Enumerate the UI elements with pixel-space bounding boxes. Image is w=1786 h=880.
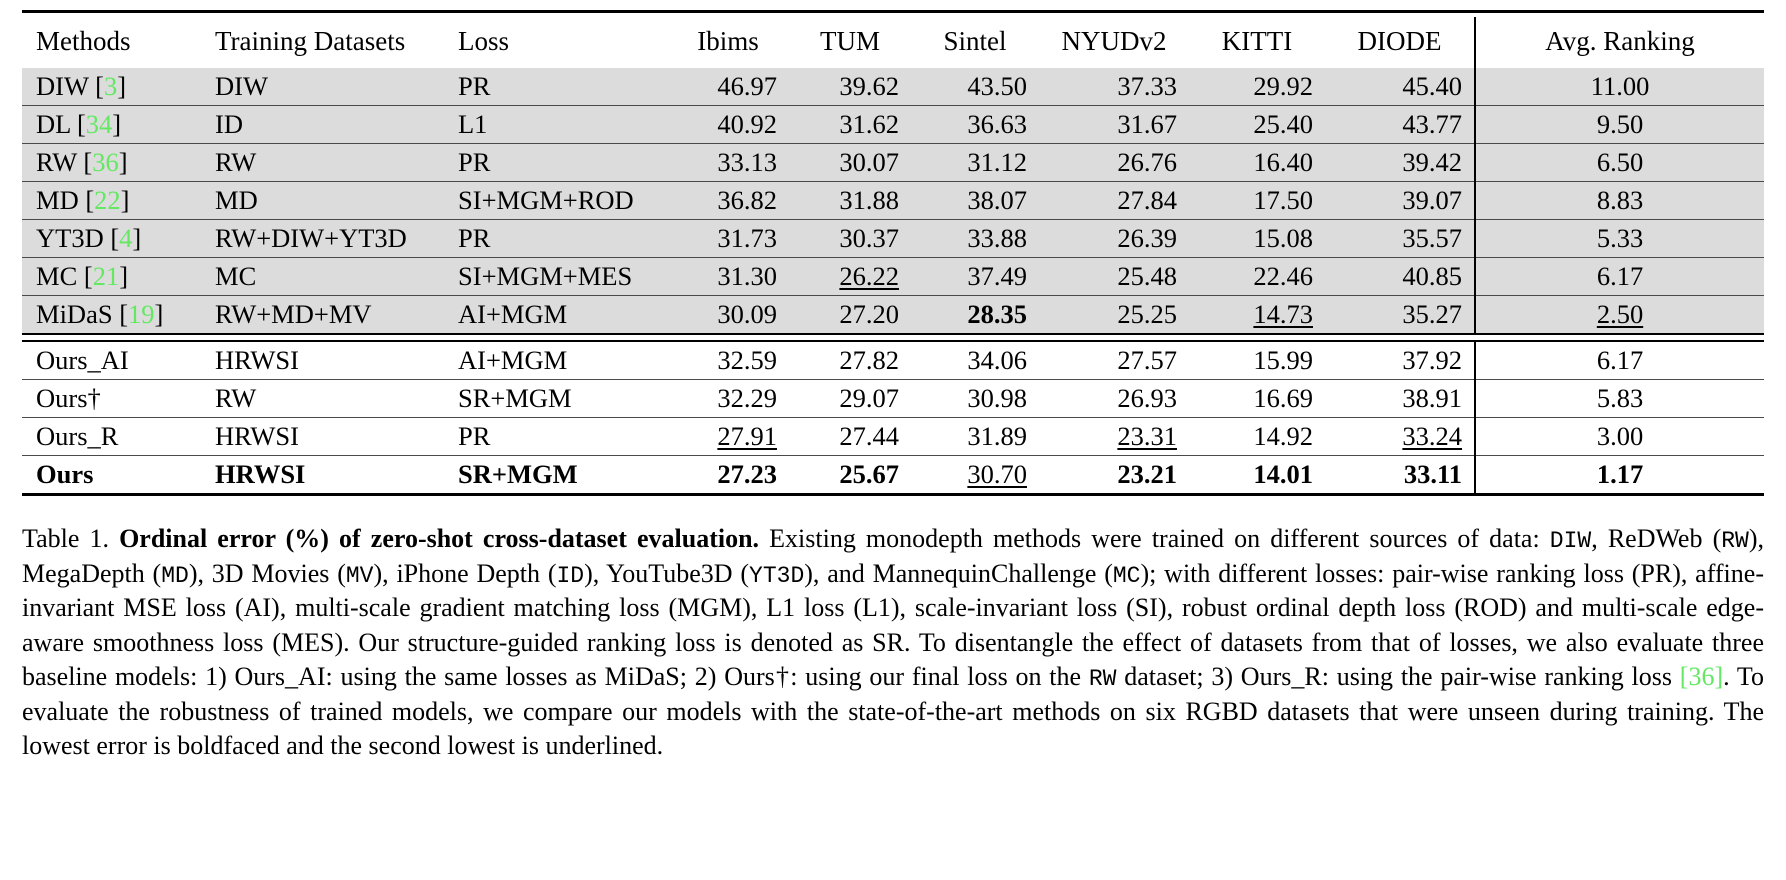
- col-header-sintel: Sintel: [943, 25, 1007, 56]
- cell-ranking: [1475, 258, 1764, 296]
- caption-seg6: ), YouTube3D (: [584, 558, 750, 588]
- cell-kitti: 22.46: [1253, 261, 1313, 292]
- cell-nyudv2: [1039, 380, 1189, 418]
- col-header-methods: Methods: [36, 25, 131, 56]
- cell-diode: 33.11: [1403, 459, 1462, 490]
- table-row: [22, 341, 1764, 380]
- cell-kitti: 25.40: [1253, 109, 1313, 140]
- cell-ranking: 6.17: [1596, 261, 1644, 292]
- loss-value: SI+MGM+ROD: [458, 185, 634, 216]
- rule-bottom: [22, 495, 1764, 501]
- cell-tum: [789, 106, 911, 144]
- cell-sintel: 30.98: [967, 383, 1027, 414]
- cell-ranking: 3.00: [1596, 421, 1644, 452]
- cell-kitti: [1189, 258, 1325, 296]
- caption-citation-36[interactable]: [36]: [1679, 662, 1724, 692]
- cell-kitti: 15.08: [1253, 223, 1313, 254]
- caption-title: Ordinal error (%) of zero-shot cross-dataset evaluation.: [119, 524, 760, 553]
- cell-sintel: 31.12: [967, 147, 1027, 178]
- cell-sintel: 31.89: [967, 421, 1027, 452]
- cell-ibims: 33.13: [717, 147, 777, 178]
- our-methods-group: [22, 341, 1764, 495]
- cell-loss: [452, 418, 667, 456]
- cell-diode: 39.07: [1402, 185, 1462, 216]
- table-row: [22, 68, 1764, 106]
- cell-nyudv2: [1039, 182, 1189, 220]
- cell-ibims: 46.97: [717, 71, 777, 102]
- prior-methods-group: [22, 68, 1764, 334]
- cell-diode: 35.57: [1402, 223, 1462, 254]
- loss-value: PR: [458, 421, 491, 452]
- cell-ranking: [1475, 68, 1764, 106]
- cell-tum: [789, 220, 911, 258]
- cell-sintel: 43.50: [967, 71, 1027, 102]
- cell-sintel: [911, 341, 1039, 380]
- cell-ibims: 36.82: [717, 185, 777, 216]
- cell-ranking: [1475, 220, 1764, 258]
- loss-value: L1: [458, 109, 488, 140]
- citation-number[interactable]: 36: [92, 147, 119, 178]
- cell-kitti: [1189, 182, 1325, 220]
- cell-ibims: [667, 258, 789, 296]
- col-header-avg-ranking: Avg. Ranking: [1475, 17, 1764, 68]
- cell-ranking: 5.33: [1596, 223, 1644, 254]
- cell-training-dataset: [207, 456, 452, 495]
- cell-ranking: 2.50: [1596, 299, 1644, 330]
- table-row: [22, 258, 1764, 296]
- table-foot-group: [22, 495, 1764, 501]
- cell-training-dataset: [207, 258, 452, 296]
- cell-training-dataset: [207, 418, 452, 456]
- cell-method: [22, 68, 207, 106]
- method-name: Ours†: [36, 383, 101, 414]
- cell-ibims: [667, 380, 789, 418]
- cell-ibims: [667, 106, 789, 144]
- cell-sintel: [911, 220, 1039, 258]
- cell-kitti: 14.73: [1253, 299, 1313, 330]
- cell-ibims: [667, 418, 789, 456]
- cell-loss: [452, 144, 667, 182]
- cell-method: [22, 380, 207, 418]
- cell-ranking: 5.83: [1596, 383, 1644, 414]
- cell-ibims: 31.30: [717, 261, 777, 292]
- training-dataset-value: MC: [215, 261, 257, 292]
- cell-kitti: 16.69: [1253, 383, 1313, 414]
- cell-diode: [1325, 258, 1475, 296]
- cell-sintel: 36.63: [967, 109, 1027, 140]
- method-name: Ours_AI: [36, 345, 129, 376]
- cell-nyudv2: [1039, 106, 1189, 144]
- cell-nyudv2: [1039, 341, 1189, 380]
- method-name: MD: [36, 185, 79, 216]
- cell-diode: [1325, 341, 1475, 380]
- cell-method: [22, 182, 207, 220]
- cell-ranking: [1475, 380, 1764, 418]
- loss-value: SR+MGM: [458, 383, 572, 414]
- method-name: YT3D: [36, 223, 104, 254]
- citation-bracket-close: ]: [154, 299, 164, 330]
- cell-tum: [789, 182, 911, 220]
- table-row: [22, 380, 1764, 418]
- cell-method: [22, 418, 207, 456]
- col-header-diode: DIODE: [1357, 25, 1442, 56]
- caption-label: Table 1.: [22, 524, 109, 553]
- cell-diode: [1325, 296, 1475, 335]
- caption-mono-mv: MV: [345, 562, 374, 589]
- cell-training-dataset: [207, 341, 452, 380]
- cell-loss: [452, 456, 667, 495]
- training-dataset-value: DIW: [215, 71, 268, 102]
- cell-sintel: [911, 144, 1039, 182]
- cell-training-dataset: [207, 182, 452, 220]
- citation-bracket-close: ]: [119, 261, 129, 292]
- loss-value: PR: [458, 71, 491, 102]
- cell-loss: [452, 296, 667, 335]
- cell-sintel: [911, 296, 1039, 335]
- table-row: [22, 220, 1764, 258]
- caption-seg9: dataset; 3) Ours_R: using the pair-wise ranking loss: [1116, 662, 1680, 692]
- training-dataset-value: RW: [215, 383, 257, 414]
- cell-ranking: 8.83: [1596, 185, 1644, 216]
- cell-sintel: 33.88: [967, 223, 1027, 254]
- cell-loss: [452, 68, 667, 106]
- cell-method: [22, 220, 207, 258]
- training-dataset-value: HRWSI: [215, 421, 299, 452]
- header-row: [22, 17, 1764, 68]
- cell-nyudv2: [1039, 456, 1189, 495]
- cell-kitti: 15.99: [1253, 345, 1313, 376]
- cell-tum: [789, 380, 911, 418]
- citation-number[interactable]: 3: [103, 71, 118, 102]
- cell-nyudv2: [1039, 258, 1189, 296]
- cell-ibims: [667, 68, 789, 106]
- cell-loss: [452, 220, 667, 258]
- cell-kitti: [1189, 456, 1325, 495]
- cell-nyudv2: 25.48: [1117, 261, 1177, 292]
- caption-mono-mc: MC: [1112, 562, 1141, 589]
- table-row: [22, 144, 1764, 182]
- cell-ibims: [667, 220, 789, 258]
- cell-training-dataset: [207, 296, 452, 335]
- method-name: RW: [36, 147, 77, 178]
- cell-method: [22, 106, 207, 144]
- cell-kitti: [1189, 418, 1325, 456]
- caption-seg1: Existing monodepth methods were trained on different sources of data:: [769, 524, 1550, 553]
- cell-ibims: 32.29: [717, 383, 777, 414]
- citation-bracket-open: [: [95, 71, 104, 102]
- cell-training-dataset: [207, 220, 452, 258]
- caption-seg2: , ReDWeb (: [1591, 524, 1722, 553]
- cell-ibims: [667, 296, 789, 335]
- col-header-kitti: KITTI: [1221, 25, 1293, 56]
- caption-seg7: ), and MannequinChallenge (: [804, 558, 1113, 588]
- cell-kitti: [1189, 341, 1325, 380]
- table-row: [22, 456, 1764, 495]
- cell-method: [22, 456, 207, 495]
- citation-bracket-close: ]: [132, 223, 142, 254]
- cell-diode: 33.24: [1402, 421, 1462, 452]
- caption-mono-md: MD: [161, 562, 189, 589]
- cell-tum: 27.44: [839, 421, 899, 452]
- cell-ibims: 31.73: [717, 223, 777, 254]
- cell-diode: 37.92: [1402, 345, 1462, 376]
- cell-ranking: [1475, 418, 1764, 456]
- cell-kitti: [1189, 144, 1325, 182]
- cell-diode: [1325, 68, 1475, 106]
- cell-method: [22, 296, 207, 335]
- cell-loss: [452, 258, 667, 296]
- cell-loss: [452, 380, 667, 418]
- training-dataset-value: HRWSI: [215, 459, 306, 490]
- method-name: Ours: [36, 459, 94, 490]
- cell-diode: 35.27: [1402, 299, 1462, 330]
- cell-ibims: 40.92: [717, 109, 777, 140]
- cell-nyudv2: 23.21: [1117, 459, 1177, 490]
- caption-mono-rw2: RW: [1088, 666, 1117, 693]
- cell-loss: [452, 341, 667, 380]
- cell-diode: 45.40: [1402, 71, 1462, 102]
- cell-tum: 27.82: [839, 345, 899, 376]
- cell-nyudv2: 31.67: [1117, 109, 1177, 140]
- cell-sintel: [911, 456, 1039, 495]
- cell-training-dataset: [207, 380, 452, 418]
- training-dataset-value: RW: [215, 147, 257, 178]
- cell-nyudv2: 25.25: [1117, 299, 1177, 330]
- col-header-ibims: Ibims: [697, 25, 759, 56]
- cell-tum: 31.62: [839, 109, 899, 140]
- loss-value: PR: [458, 223, 491, 254]
- cell-sintel: 28.35: [967, 299, 1027, 330]
- cell-nyudv2: [1039, 68, 1189, 106]
- cell-nyudv2: [1039, 220, 1189, 258]
- training-dataset-value: HRWSI: [215, 345, 299, 376]
- caption-seg10: . To evaluate the robustness of trained models, we compare our models with the state-of-the-art methods on six RGBD datasets that were unseen during training. The lowest error is boldfaced and the second lowest is underlined.: [22, 662, 1764, 761]
- cell-diode: [1325, 418, 1475, 456]
- cell-sintel: 37.49: [967, 261, 1027, 292]
- cell-tum: [789, 144, 911, 182]
- loss-value: SI+MGM+MES: [458, 261, 633, 292]
- cell-training-dataset: [207, 144, 452, 182]
- citation-bracket-open: [: [83, 261, 93, 292]
- caption-seg5: ), iPhone Depth (: [373, 558, 557, 588]
- citation-bracket-open: [: [83, 147, 93, 178]
- cell-diode: [1325, 456, 1475, 495]
- citation-number[interactable]: 21: [92, 261, 120, 292]
- group-separator: [22, 334, 1764, 341]
- cell-sintel: 34.06: [967, 345, 1027, 376]
- cell-diode: 38.91: [1402, 383, 1462, 414]
- cell-diode: [1325, 182, 1475, 220]
- cell-ibims: [667, 144, 789, 182]
- training-dataset-value: MD: [215, 185, 258, 216]
- cell-kitti: 16.40: [1253, 147, 1313, 178]
- caption-mono-diw: DIW: [1549, 528, 1592, 554]
- caption-mono-yt3d: YT3D: [749, 562, 805, 589]
- loss-value: SR+MGM: [458, 459, 578, 490]
- citation-bracket-close: ]: [112, 109, 122, 140]
- cell-tum: 31.88: [839, 185, 899, 216]
- citation-bracket-close: ]: [118, 147, 128, 178]
- cell-ranking: 1.17: [1596, 459, 1644, 490]
- citation-number[interactable]: 4: [119, 223, 133, 254]
- cell-ranking: 9.50: [1596, 109, 1644, 140]
- cell-ranking: [1475, 106, 1764, 144]
- citation-number[interactable]: 19: [128, 299, 155, 330]
- cell-kitti: [1189, 106, 1325, 144]
- cell-ranking: [1475, 296, 1764, 335]
- cell-kitti: 14.92: [1253, 421, 1313, 452]
- cell-diode: [1325, 220, 1475, 258]
- caption-mono-id: ID: [556, 562, 585, 589]
- cell-loss: [452, 182, 667, 220]
- training-dataset-value: RW+MD+MV: [215, 299, 372, 330]
- col-header-training-datasets: Training Datasets: [215, 25, 406, 56]
- cell-diode: 43.77: [1402, 109, 1462, 140]
- cell-nyudv2: 27.84: [1117, 185, 1177, 216]
- col-header-loss: Loss: [458, 25, 510, 56]
- cell-ibims: 27.91: [717, 421, 777, 452]
- col-header-nyudv2: NYUDv2: [1061, 25, 1167, 56]
- cell-nyudv2: [1039, 144, 1189, 182]
- citation-bracket-open: [: [119, 299, 129, 330]
- cell-diode: 40.85: [1402, 261, 1462, 292]
- cell-tum: 30.37: [839, 223, 899, 254]
- cell-method: [22, 144, 207, 182]
- citation-bracket-open: [: [110, 223, 120, 254]
- cell-tum: 26.22: [839, 261, 899, 292]
- cell-tum: [789, 296, 911, 335]
- cell-kitti: [1189, 68, 1325, 106]
- citation-bracket-open: [: [76, 109, 86, 140]
- caption-seg8: ); with different losses: pair-wise ranking loss (PR), affine-invariant MSE loss (AI), multi-scale gradient matching loss (MGM), L1 loss (L1), scale-invariant loss (SI), robust ordinal depth loss (ROD) and multi-scale edge-aware smoothness loss (MES). Our structure-guided ranking loss is denoted as SR. To disentangle the effect of datasets from that of losses, we also evaluate three baseline models: 1) Ours_AI: using the same losses as MiDaS; 2) Ours†: using our final loss on the: [22, 558, 1764, 692]
- cell-tum: [789, 68, 911, 106]
- cell-kitti: [1189, 296, 1325, 335]
- cell-sintel: 38.07: [967, 185, 1027, 216]
- cell-nyudv2: 26.76: [1117, 147, 1177, 178]
- cell-tum: 30.07: [839, 147, 899, 178]
- method-name: DL: [36, 109, 71, 140]
- cell-tum: 27.20: [839, 299, 899, 330]
- cell-sintel: [911, 380, 1039, 418]
- cell-tum: [789, 258, 911, 296]
- cell-sintel: [911, 418, 1039, 456]
- cell-nyudv2: 23.31: [1117, 421, 1177, 452]
- cell-diode: [1325, 144, 1475, 182]
- cell-ibims: [667, 182, 789, 220]
- cell-ranking: 6.50: [1596, 147, 1644, 178]
- method-name: DIW: [36, 71, 89, 102]
- cell-sintel: [911, 68, 1039, 106]
- col-header-tum: TUM: [820, 25, 880, 56]
- cell-ranking: [1475, 456, 1764, 495]
- caption-seg3: ), MegaDepth (: [22, 524, 1765, 588]
- cell-ranking: [1475, 182, 1764, 220]
- cell-tum: 25.67: [839, 459, 899, 490]
- citation-number[interactable]: 34: [85, 109, 113, 140]
- cell-ibims: 27.23: [717, 459, 777, 490]
- citation-bracket-close: ]: [120, 185, 130, 216]
- table-row: [22, 182, 1764, 220]
- citation-bracket-open: [: [85, 185, 95, 216]
- citation-bracket-close: ]: [117, 71, 127, 102]
- table-row: [22, 296, 1764, 335]
- table-row: [22, 418, 1764, 456]
- cell-kitti: 14.01: [1253, 459, 1313, 490]
- method-name: MC: [36, 261, 78, 292]
- cell-kitti: [1189, 380, 1325, 418]
- cell-loss: [452, 106, 667, 144]
- cell-ibims: 30.09: [717, 299, 777, 330]
- cell-ibims: [667, 456, 789, 495]
- cell-tum: [789, 418, 911, 456]
- method-name: MiDaS: [36, 299, 113, 330]
- cell-training-dataset: [207, 68, 452, 106]
- training-dataset-value: RW+DIW+YT3D: [215, 223, 407, 254]
- table-head-group: [22, 12, 1764, 69]
- cell-nyudv2: [1039, 418, 1189, 456]
- results-table: [22, 10, 1764, 500]
- cell-kitti: 29.92: [1253, 71, 1313, 102]
- cell-ranking: 6.17: [1596, 345, 1644, 376]
- cell-sintel: [911, 182, 1039, 220]
- method-name: Ours_R: [36, 421, 119, 452]
- cell-nyudv2: 26.93: [1117, 383, 1177, 414]
- caption-mono-rw: RW: [1721, 528, 1749, 554]
- cell-nyudv2: 37.33: [1117, 71, 1177, 102]
- cell-nyudv2: 27.57: [1117, 345, 1177, 376]
- cell-method: [22, 341, 207, 380]
- rule-middle: [22, 334, 1764, 341]
- cell-diode: [1325, 380, 1475, 418]
- cell-ranking: [1475, 341, 1764, 380]
- cell-nyudv2: 26.39: [1117, 223, 1177, 254]
- cell-sintel: [911, 106, 1039, 144]
- cell-method: [22, 258, 207, 296]
- cell-kitti: [1189, 220, 1325, 258]
- training-dataset-value: ID: [215, 109, 243, 140]
- cell-ranking: [1475, 144, 1764, 182]
- cell-tum: [789, 341, 911, 380]
- cell-nyudv2: [1039, 296, 1189, 335]
- cell-diode: [1325, 106, 1475, 144]
- citation-number[interactable]: 22: [94, 185, 121, 216]
- cell-sintel: 30.70: [967, 459, 1027, 490]
- cell-tum: 39.62: [839, 71, 899, 102]
- table-caption: [22, 522, 1764, 764]
- cell-ranking: 11.00: [1590, 71, 1650, 102]
- cell-tum: 29.07: [839, 383, 899, 414]
- loss-value: AI+MGM: [458, 345, 568, 376]
- loss-value: AI+MGM: [458, 299, 568, 330]
- cell-diode: 39.42: [1402, 147, 1462, 178]
- table-row: [22, 106, 1764, 144]
- cell-sintel: [911, 258, 1039, 296]
- caption-seg4: ), 3D Movies (: [188, 558, 346, 588]
- cell-tum: [789, 456, 911, 495]
- loss-value: PR: [458, 147, 491, 178]
- cell-training-dataset: [207, 106, 452, 144]
- cell-ibims: [667, 341, 789, 380]
- cell-ibims: 32.59: [717, 345, 777, 376]
- cell-kitti: 17.50: [1253, 185, 1313, 216]
